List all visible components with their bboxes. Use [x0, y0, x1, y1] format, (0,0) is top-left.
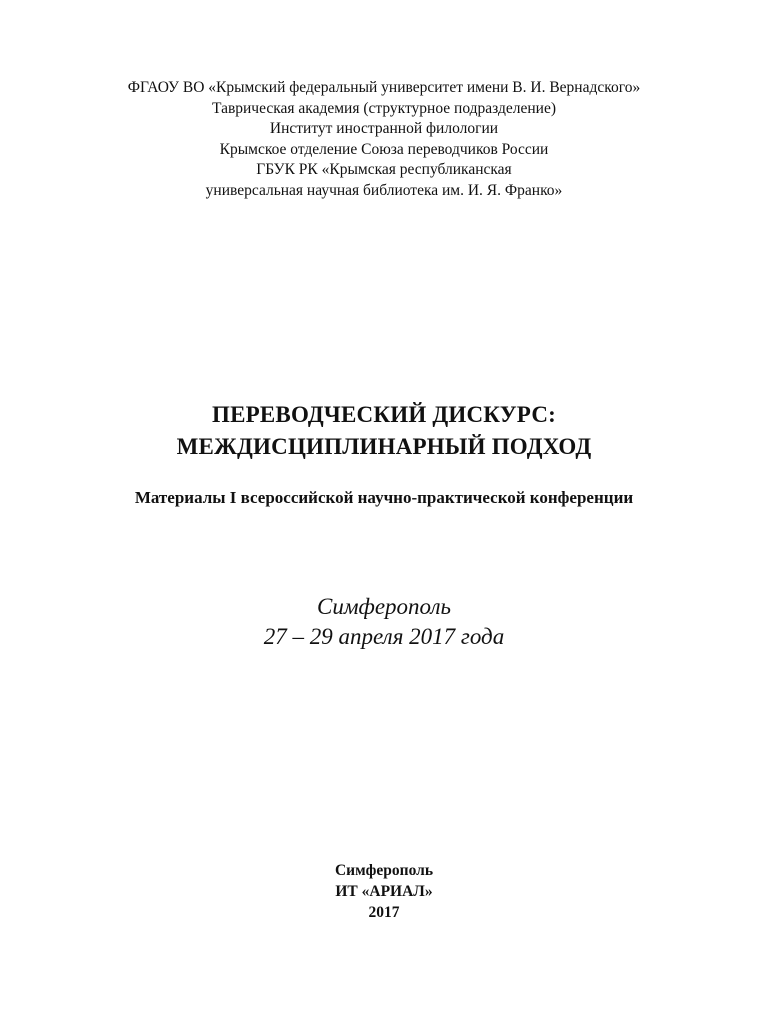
document-subtitle: Материалы I всероссийской научно-практической конференции — [134, 488, 634, 507]
imprint-city: Симферополь — [334, 862, 434, 879]
event-dates: 27 – 29 апреля 2017 года — [263, 624, 505, 649]
organization-line: Крымское отделение Союза переводчиков России — [219, 140, 549, 158]
event-city: Симферополь — [317, 594, 451, 619]
imprint-publisher: ИТ «АРИАЛ» — [335, 883, 433, 900]
organization-line: универсальная научная библиотека им. И. Я. Франко» — [205, 181, 563, 199]
organization-line: Институт иностранной филологии — [269, 120, 499, 138]
title-line-2: МЕЖДИСЦИПЛИНАРНЫЙ ПОДХОД — [176, 434, 592, 459]
organization-line: Таврическая академия (структурное подразделение) — [211, 99, 557, 117]
imprint-block — [0, 860, 768, 923]
event-info — [0, 592, 768, 652]
title-line-1: ПЕРЕВОДЧЕСКИЙ ДИСКУРС: — [212, 402, 556, 427]
document-title — [0, 399, 768, 463]
organizations-block — [0, 78, 768, 202]
imprint-year: 2017 — [368, 904, 400, 921]
organization-line: ГБУК РК «Крымская республиканская — [256, 161, 512, 179]
organization-line: ФГАОУ ВО «Крымский федеральный университет имени В. И. Вернадского» — [127, 79, 641, 96]
